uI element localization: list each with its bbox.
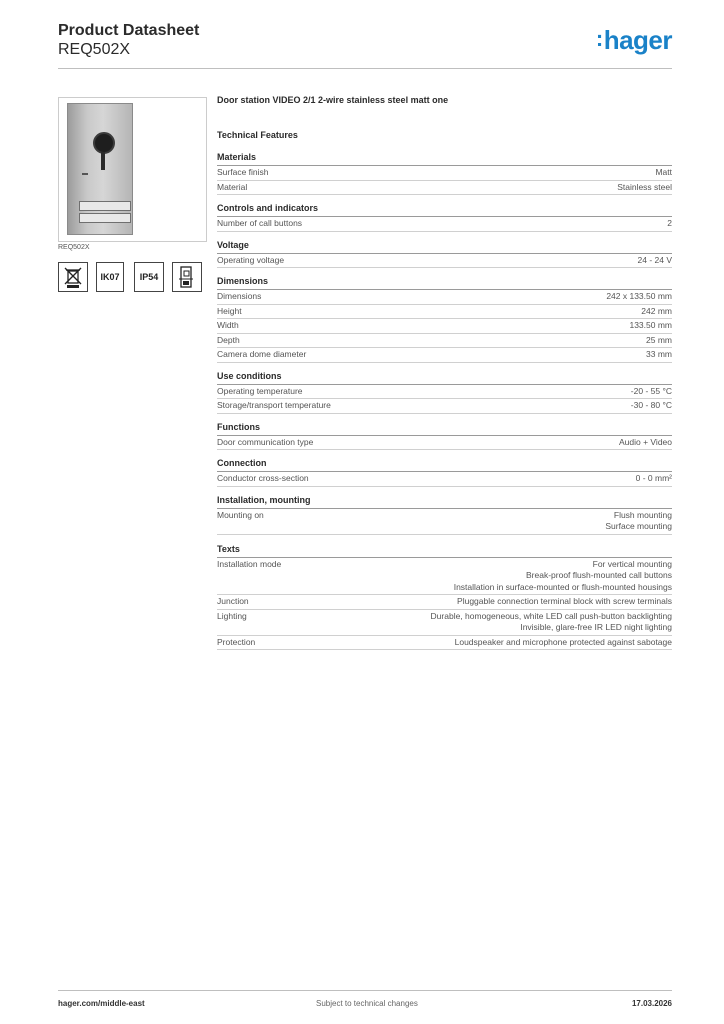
ip-rating-badge: IP54 bbox=[134, 262, 164, 292]
spec-row bbox=[217, 436, 672, 451]
spec-value-line: Flush mounting bbox=[613, 509, 672, 520]
spec-label: Height bbox=[217, 305, 242, 316]
spec-label: Surface finish bbox=[217, 167, 269, 177]
section-title: Use conditions bbox=[217, 371, 672, 385]
spec-value-line: 24 - 24 V bbox=[637, 254, 672, 265]
technical-features-heading: Technical Features bbox=[217, 130, 298, 140]
section-title: Functions bbox=[217, 422, 672, 436]
spec-value bbox=[667, 218, 672, 230]
spec-value-line: Pluggable connection terminal block with screw terminals bbox=[457, 596, 672, 606]
spec-section bbox=[217, 203, 672, 232]
spec-label: Dimensions bbox=[217, 291, 262, 301]
spec-row bbox=[217, 290, 672, 305]
spec-label: Mounting on bbox=[217, 509, 264, 520]
spec-row bbox=[217, 348, 672, 363]
spec-row bbox=[217, 217, 672, 232]
spec-row bbox=[217, 319, 672, 334]
spec-value bbox=[638, 255, 673, 267]
spec-value bbox=[454, 559, 672, 594]
spec-value-line: Matt bbox=[655, 167, 672, 177]
spec-label: Protection bbox=[217, 636, 256, 647]
logo-dots-icon: : bbox=[595, 26, 603, 51]
spec-row bbox=[217, 636, 672, 651]
section-title: Voltage bbox=[217, 240, 672, 254]
spec-label: Camera dome diameter bbox=[217, 349, 307, 359]
spec-section bbox=[217, 276, 672, 363]
spec-section bbox=[217, 458, 672, 487]
spec-row bbox=[217, 385, 672, 400]
product-image bbox=[58, 97, 207, 242]
ik-rating-badge: IK07 bbox=[96, 262, 124, 292]
spec-value-line: Break-proof flush-mounted call buttons bbox=[526, 570, 672, 580]
led-indicator bbox=[82, 173, 88, 175]
spec-label: Conductor cross-section bbox=[217, 473, 309, 483]
spec-label: Installation mode bbox=[217, 558, 282, 569]
footer-divider bbox=[58, 990, 672, 991]
product-name: Door station VIDEO 2/1 2-wire stainless steel matt one bbox=[217, 95, 449, 105]
footer-website-link[interactable]: hager.com/middle-east bbox=[58, 999, 145, 1008]
spec-value bbox=[641, 306, 672, 318]
spec-section bbox=[217, 240, 672, 269]
spec-row bbox=[217, 166, 672, 181]
spec-label: Operating voltage bbox=[217, 254, 285, 265]
spec-value bbox=[617, 182, 672, 194]
spec-section bbox=[217, 544, 672, 651]
spec-value-line: -30 - 80 °C bbox=[630, 400, 672, 410]
spec-label: Storage/transport temperature bbox=[217, 400, 331, 410]
spec-sections bbox=[217, 152, 672, 650]
image-caption: REQ502X bbox=[58, 244, 90, 251]
spec-value bbox=[457, 596, 672, 608]
section-title: Connection bbox=[217, 458, 672, 472]
spec-row bbox=[217, 399, 672, 414]
weee-bin-icon bbox=[58, 262, 88, 292]
footer-notice: Subject to technical changes bbox=[316, 999, 418, 1008]
spec-value-line: 25 mm bbox=[646, 334, 672, 345]
logo-text: hager bbox=[603, 25, 672, 55]
spec-row bbox=[217, 595, 672, 610]
section-title: Dimensions bbox=[217, 276, 672, 290]
spec-section bbox=[217, 422, 672, 451]
spec-section bbox=[217, 495, 672, 535]
spec-label: Number of call buttons bbox=[217, 218, 303, 228]
camera-stem bbox=[101, 152, 105, 170]
spec-row bbox=[217, 558, 672, 596]
spec-value-line: 133.50 mm bbox=[629, 320, 672, 330]
spec-label: Door communication type bbox=[217, 436, 314, 447]
camera-icon bbox=[93, 132, 115, 154]
spec-row bbox=[217, 509, 672, 535]
document-title: Product Datasheet bbox=[58, 22, 200, 39]
page-header bbox=[58, 21, 672, 69]
section-title: Controls and indicators bbox=[217, 203, 672, 217]
door-station-plate bbox=[67, 103, 133, 235]
spec-row bbox=[217, 254, 672, 269]
spec-value bbox=[646, 349, 672, 361]
spec-value bbox=[636, 473, 672, 485]
spec-row bbox=[217, 181, 672, 196]
spec-value bbox=[631, 386, 672, 398]
section-title: Installation, mounting bbox=[217, 495, 672, 509]
spec-value-line: Audio + Video bbox=[618, 436, 672, 447]
flush-mount-icon bbox=[172, 262, 202, 292]
header-divider bbox=[58, 68, 672, 69]
spec-value-line: Installation in surface-mounted or flush-mounted housings bbox=[453, 581, 672, 592]
spec-label: Material bbox=[217, 181, 248, 192]
spec-value-line: Loudspeaker and microphone protected against sabotage bbox=[454, 636, 672, 647]
spec-value bbox=[606, 291, 672, 303]
spec-value-line: 0 - 0 mm² bbox=[635, 473, 672, 483]
spec-value-line: Stainless steel bbox=[617, 181, 672, 192]
spec-label: Operating temperature bbox=[217, 385, 303, 396]
footer-date: 17.03.2026 bbox=[631, 999, 672, 1008]
spec-label: Lighting bbox=[217, 610, 247, 621]
section-title: Texts bbox=[217, 544, 672, 558]
spec-row bbox=[217, 472, 672, 487]
spec-value-line: 33 mm bbox=[646, 349, 672, 359]
spec-value bbox=[605, 510, 672, 533]
call-button-2 bbox=[79, 213, 131, 223]
call-button-1 bbox=[79, 201, 131, 211]
spec-value-line: 2 bbox=[667, 218, 672, 228]
spec-value-line: Surface mounting bbox=[605, 521, 672, 531]
spec-label: Depth bbox=[217, 334, 240, 345]
spec-table bbox=[217, 95, 672, 650]
spec-value-line: For vertical mounting bbox=[592, 558, 672, 569]
spec-label: Width bbox=[217, 320, 239, 330]
spec-label: Junction bbox=[217, 596, 249, 606]
spec-value bbox=[629, 320, 672, 332]
spec-row bbox=[217, 610, 672, 636]
spec-row bbox=[217, 305, 672, 320]
spec-value bbox=[431, 611, 672, 634]
spec-value-line: 242 x 133.50 mm bbox=[606, 291, 672, 301]
spec-value bbox=[655, 167, 672, 179]
product-code: REQ502X bbox=[58, 41, 131, 58]
spec-value-line: 242 mm bbox=[641, 305, 672, 316]
spec-value bbox=[619, 437, 672, 449]
spec-value-line: Invisible, glare-free IR LED night lighting bbox=[520, 622, 672, 632]
spec-value bbox=[646, 335, 672, 347]
spec-section bbox=[217, 371, 672, 414]
spec-value-line: Durable, homogeneous, white LED call push-button backlighting bbox=[430, 610, 672, 621]
spec-value bbox=[455, 637, 672, 649]
spec-value-line: -20 - 55 °C bbox=[630, 385, 672, 396]
spec-section bbox=[217, 152, 672, 195]
spec-value bbox=[631, 400, 672, 412]
section-title: Materials bbox=[217, 152, 672, 166]
spec-row bbox=[217, 334, 672, 349]
hager-logo bbox=[596, 25, 672, 56]
